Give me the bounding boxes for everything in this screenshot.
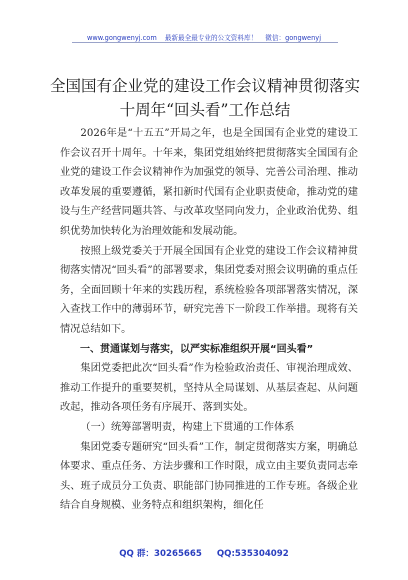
section-heading-1: 一、贯通谋划与落实，以严实标准组织开展“回头看”: [80, 343, 314, 355]
footer-contact: [0, 547, 408, 559]
document-body: [60, 124, 358, 516]
paragraph-deployment: 按照上级党委关于开展全国国有企业党的建设工作会议精神贯彻落实情况“回头看”的部署要求，集团党委对照会议明确的重点任务，全面回顾十年来的实践历程，系统检验各项部署落实情况，深入查找工作中的薄弱环节，研究完善下一阶段工作举措。现将有关情况总结如下。: [60, 245, 358, 335]
subsection-heading-1: （一）统筹部署明责，构建上下贯通的工作体系: [80, 421, 295, 433]
header-banner: [0, 32, 408, 42]
footer-qq: QQ:535304092: [216, 549, 289, 559]
header-site-link[interactable]: www.gongwenyj.com: [86, 34, 157, 42]
header-slogan: 最新最全最专业的公文资料库！: [164, 34, 258, 42]
document-title-line-1: 全国国有企业党的建设工作会议精神贯彻落实: [49, 77, 360, 95]
paragraph-intro: 2026年是“十五五”开局之年，也是全国国有企业党的建设工作会议召开十周年。十年来，集团党组始终把贯彻落实全国国有企业党的建设工作会议精神作为加强党的领导、完善公司治理、推动改革发展的重要遵循，紧扣新时代国有企业职责使命，推动党的建设与生产经营同题共答、与改革攻坚同向发力，企业政治优势、组织优势加快转化为治理效能和发展动能。: [60, 128, 358, 237]
header-divider: [72, 42, 338, 43]
document-title: [40, 74, 370, 122]
paragraph-subsection-1: 集团党委专题研究“回头看”工作，制定贯彻落实方案，明确总体要求、重点任务、方法步骤和工作时限，成立由主要负责同志牵头、班子成员分工负责、职能部门协同推进的工作专班。各级企业结合自身规模、业务特点和组织架构，细化任: [60, 441, 358, 512]
footer-qq-group: QQ 群：30265665: [119, 549, 202, 559]
header-wechat: 微信：gongwenyj: [265, 34, 322, 42]
paragraph-section-1: 集团党委把此次“回头看”作为检验政治责任、审视治理成效、推动工作提升的重要契机，坚持从全局谋划、从基层查起、从问题改起，推动各项任务有序展开、落到实处。: [60, 363, 358, 414]
document-title-line-2: 十周年“回头看”工作总结: [119, 101, 291, 119]
